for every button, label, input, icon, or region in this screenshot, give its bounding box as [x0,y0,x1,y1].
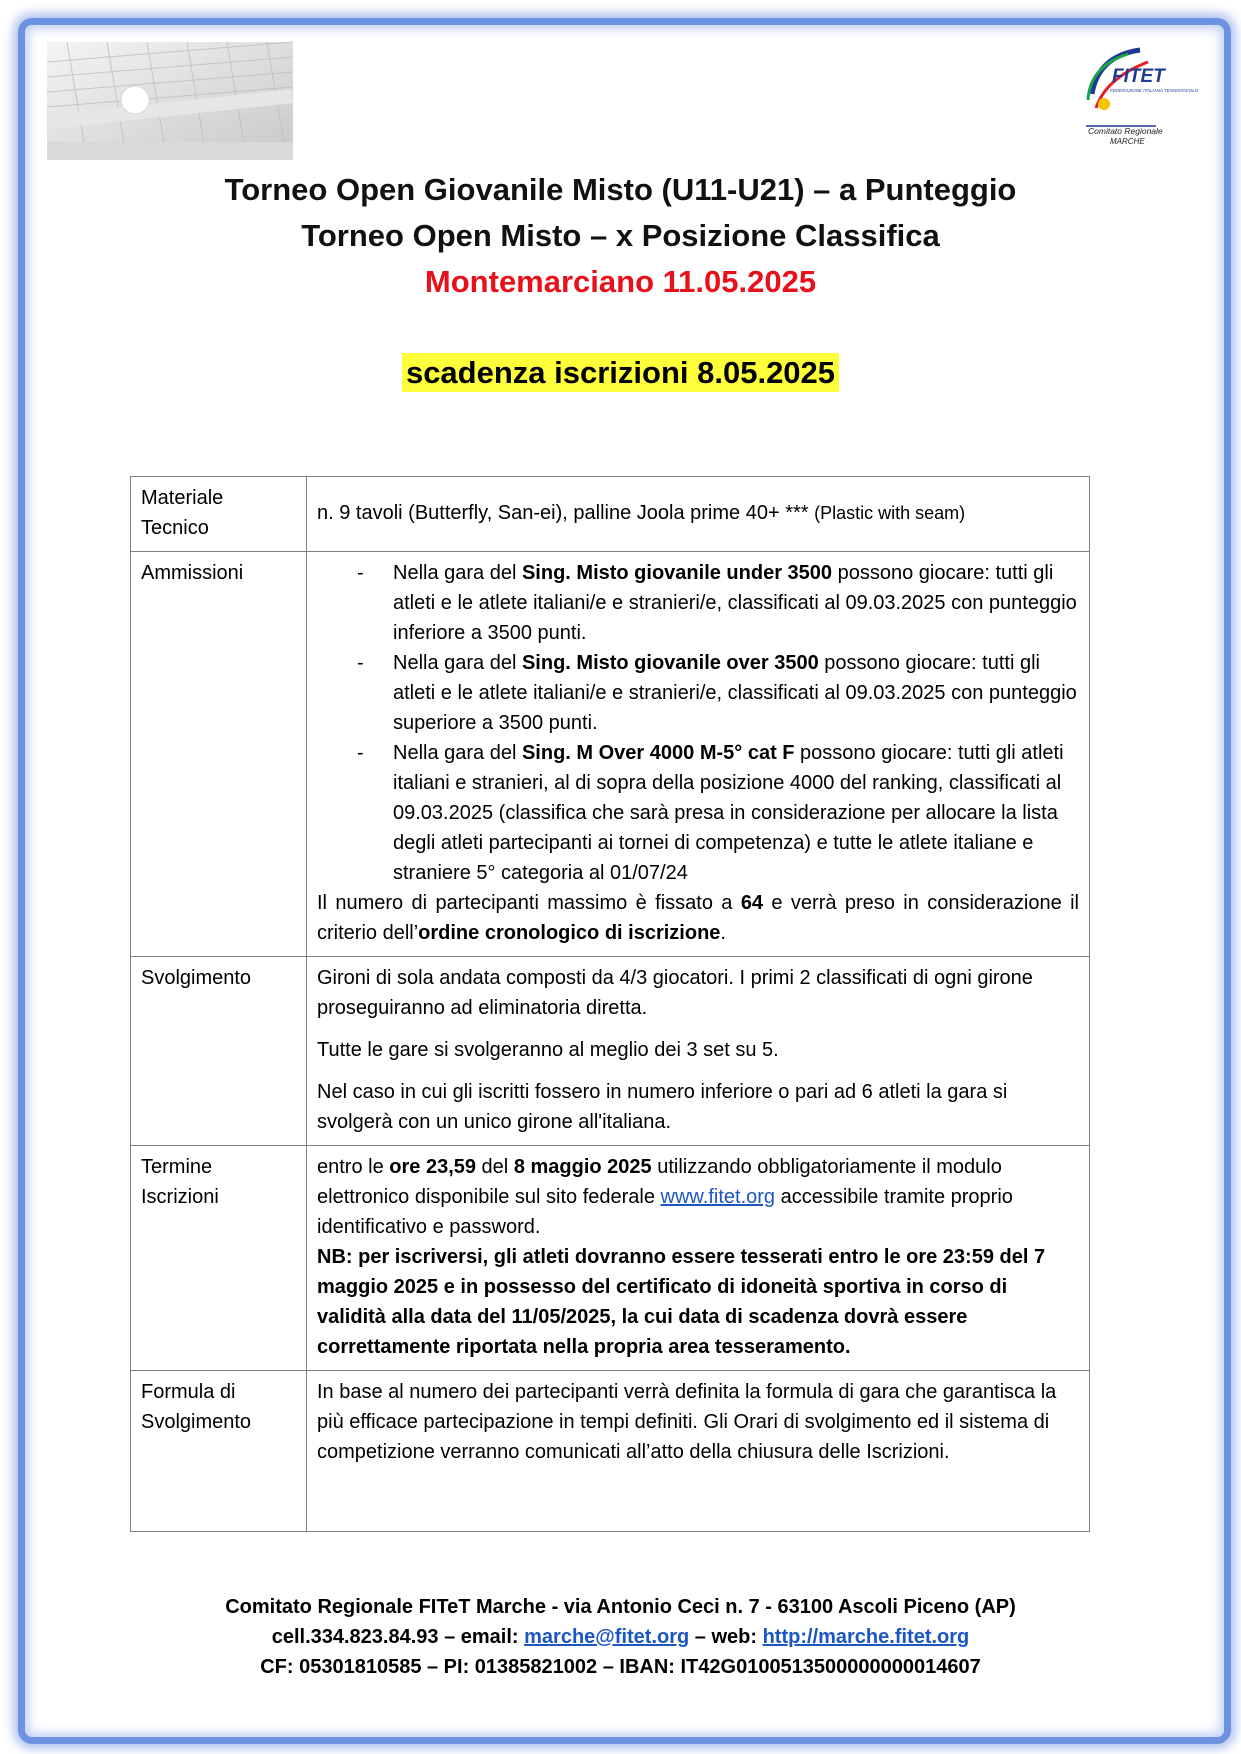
termine-nb: NB: per iscriversi, gli atleti dovranno essere tesserati entro le ore 23:59 del 7 maggio 2025 e in possesso del certificato di idoneità sportiva in corso di validità alla data del 11/05/2025, la cui data di scadenza dovrà essere correttamente riportata nella propria area tesseramento. [317,1246,1046,1358]
svolgimento-p3: Nel caso in cui gli iscritti fossero in numero inferiore o pari ad 6 atleti la gara si svolgerà con un unico girone all'italiana. [317,1081,1008,1133]
footer-fiscal: CF: 05301810585 – PI: 01385821002 – IBAN: IT42G0100513500000000014607 [260,1656,981,1678]
footer-address: Comitato Regionale FITeT Marche - via Antonio Ceci n. 7 - 63100 Ascoli Piceno (AP) [225,1596,1016,1618]
table-tennis-net-image [47,42,293,160]
email-link[interactable]: marche@fitet.org [524,1626,690,1648]
label-materiale [131,477,307,552]
label-materiale-b: Tecnico [141,517,209,539]
value-materiale [307,477,1090,552]
materiale-small: (Plastic with seam) [814,503,966,523]
row-termine [131,1146,1090,1371]
logo-federation: FEDERAZIONE ITALIANA TENNISTAVOLO [1110,88,1199,93]
place-date: Montemarciano 11.05.2025 [424,264,817,299]
tournament-info-table [130,476,1090,1532]
web-link[interactable]: http://marche.fitet.org [762,1626,970,1648]
label-formula-b: Svolgimento [141,1411,252,1433]
svolgimento-p1: Gironi di sola andata composti da 4/3 giocatori. I primi 2 classificati di ogni girone proseguiranno ad eliminatoria diretta. [317,967,1033,1019]
row-formula [131,1371,1090,1532]
list-item: - Nella gara del Sing. Misto giovanile under 3500 possono giocare: tutti gli atleti e le atlete italiani/e e stranieri/e, classificati al 09.03.2025 con punteggio inferiore a 3500 punti. [357,558,1079,648]
fitet-website-link[interactable]: www.fitet.org [660,1186,776,1208]
termine-text: entro le ore 23,59 del 8 maggio 2025 utilizzando obbligatoriamente il modulo elettronico disponibile sul sito federale www.fitet.org accessibile tramite proprio identificativo e password. [317,1156,1013,1238]
footer-contacts: cell.334.823.84.93 – email: marche@fitet.org – web: http://marche.fitet.org [271,1626,970,1648]
deadline-highlight: scadenza iscrizioni 8.05.2025 [402,353,839,392]
materiale-text: n. 9 tavoli (Butterfly, San-ei), palline Joola prime 40+ *** [317,502,815,524]
label-termine [131,1146,307,1371]
label-formula-a: Formula di [141,1381,236,1403]
label-svolgimento: Svolgimento [131,957,307,1146]
logo-committee: Comitato Regionale [1088,126,1163,136]
title-line-1: Torneo Open Giovanile Misto (U11-U21) – a Punteggio [224,172,1017,207]
list-item: - Nella gara del Sing. Misto giovanile over 3500 possono giocare: tutti gli atleti e le atlete italiani/e e stranieri/e, classificati al 09.03.2025 con punteggio superiore a 3500 punti. [357,648,1079,738]
row-materiale [131,477,1090,552]
value-svolgimento [307,957,1090,1146]
registration-deadline [0,355,1241,391]
list-item: - Nella gara del Sing. M Over 4000 M-5° cat F possono giocare: tutti gli atleti italiani e stranieri, al di sopra della posizione 4000 del ranking, classificati al 09.03.2025 (classifica che sarà presa in considerazione per allocare la lista degli atleti partecipanti ai tornei di competenza) e tutte le atlete italiane e straniere 5° categoria al 01/07/24 [357,738,1079,888]
fitet-logo [1078,38,1199,156]
svolgimento-p2: Tutte le gare si svolgeranno al meglio dei 3 set su 5. [317,1039,779,1061]
value-termine [307,1146,1090,1371]
label-ammissioni: Ammissioni [131,552,307,957]
label-termine-b: Iscrizioni [141,1186,219,1208]
title-line-2: Torneo Open Misto – x Posizione Classifica [301,218,940,253]
ammissioni-list [317,558,1079,888]
value-formula [307,1371,1090,1532]
ammissioni-note: Il numero di partecipanti massimo è fissato a 64 e verrà preso in considerazione il criterio dell’ordine cronologico di iscrizione. [317,892,1079,944]
logo-region: MARCHE [1110,137,1145,146]
row-ammissioni [131,552,1090,957]
value-ammissioni [307,552,1090,957]
label-termine-a: Termine [141,1156,213,1178]
label-formula [131,1371,307,1532]
label-materiale-a: Materiale [141,487,224,509]
row-svolgimento [131,957,1090,1146]
formula-text: In base al numero dei partecipanti verrà definita la formula di gara che garantisca la più efficace partecipazione in tempi definiti. Gli Orari di svolgimento ed il sistema di competizione verranno comunicati all’atto della chiusura delle Iscrizioni. [317,1381,1057,1463]
logo-brand: FITET [1112,66,1165,87]
footer [0,1592,1241,1682]
